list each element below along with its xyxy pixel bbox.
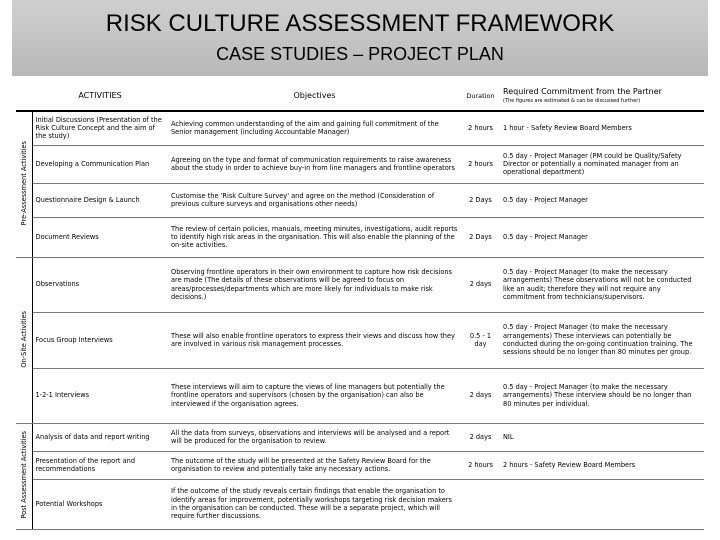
commitment-cell: 2 hours - Safety Review Board Members bbox=[500, 451, 704, 479]
activity-cell: Focus Group Interviews bbox=[32, 312, 168, 368]
objective-cell: These interviews will aim to capture the views of line managers but potentially the frontline operators and supervisors (chosen by the organisation) can also be interviewed if the organisation agrees. bbox=[168, 368, 461, 423]
table-row bbox=[16, 479, 704, 529]
duration-cell: 2 hours bbox=[461, 111, 500, 145]
table-row bbox=[16, 423, 704, 451]
objective-cell: These will also enable frontline operators to express their views and discuss how they are involved in various risk management processes. bbox=[168, 312, 461, 368]
objective-cell: All the data from surveys, observations and interviews will be analysed and a report will be produced for the organisation to review. bbox=[168, 423, 461, 451]
table-header-row bbox=[16, 82, 704, 111]
table-row bbox=[16, 145, 704, 183]
objective-cell: Customise the 'Risk Culture Survey' and agree on the method (Consideration of previous culture surveys and organisations other needs) bbox=[168, 183, 461, 217]
commitment-cell: 0.5 day - Project Manager (PM could be Quality/Safety Director or potentially a nominated manager from an operational department) bbox=[500, 145, 704, 183]
activity-cell: Presentation of the report and recommendations bbox=[32, 451, 168, 479]
duration-cell: 2 hours bbox=[461, 145, 500, 183]
table-row bbox=[16, 451, 704, 479]
commitment-header bbox=[500, 82, 704, 111]
project-plan-table bbox=[16, 82, 704, 530]
duration-cell: 2 Days bbox=[461, 217, 500, 257]
duration-cell bbox=[461, 479, 500, 529]
duration-cell: 2 days bbox=[461, 257, 500, 312]
table-row bbox=[16, 257, 704, 312]
activity-cell: Analysis of data and report writing bbox=[32, 423, 168, 451]
commitment-cell: 0.5 day - Project Manager bbox=[500, 183, 704, 217]
activity-cell: Initial Discussions (Presentation of the Risk Culture Concept and the aim of the study) bbox=[32, 111, 168, 145]
commitment-cell: 0.5 day - Project Manager (to make the necessary arrangements) These observations will not be conducted like an audit; therefore they will not require any commitment from technicians/supervisors. bbox=[500, 257, 704, 312]
commitment-cell: 1 hour - Safety Review Board Members bbox=[500, 111, 704, 145]
commitment-cell bbox=[500, 479, 704, 529]
duration-cell: 0.5 - 1 day bbox=[461, 312, 500, 368]
slide-title: RISK CULTURE ASSESSMENT FRAMEWORK bbox=[105, 10, 615, 37]
activity-cell: Observations bbox=[32, 257, 168, 312]
commitment-header-label: Required Commitment from the Partner bbox=[503, 87, 662, 97]
table-row bbox=[16, 312, 704, 368]
phase-header-cell bbox=[16, 82, 32, 111]
phase-label-pre: Pre-Assessment Activities bbox=[19, 140, 28, 226]
commitment-cell: 0.5 day - Project Manager (to make the necessary arrangements) These interview should be no longer than 80 minutes per individual. bbox=[500, 368, 704, 423]
objective-cell: The review of certain policies, manuals, meeting minutes, investigations, audit reports to identify high risk areas in the organisation. This will also enable the planning of the on-site activities. bbox=[168, 217, 461, 257]
slide-subtitle: CASE STUDIES – PROJECT PLAN bbox=[216, 44, 504, 64]
table-row bbox=[16, 183, 704, 217]
activity-cell: Questionnaire Design & Launch bbox=[32, 183, 168, 217]
duration-cell: 2 hours bbox=[461, 451, 500, 479]
activities-header: ACTIVITIES bbox=[32, 82, 168, 111]
duration-cell: 2 days bbox=[461, 423, 500, 451]
objective-cell: If the outcome of the study reveals certain findings that enable the organisation to identify areas for improvement, potentially workshops targeting risk decision makers in the organisation can be conducted. These will be a separate project, which will require further discussions. bbox=[168, 479, 461, 529]
commitment-cell: 0.5 day - Project Manager bbox=[500, 217, 704, 257]
activity-cell: 1-2-1 Interviews bbox=[32, 368, 168, 423]
activity-cell: Document Reviews bbox=[32, 217, 168, 257]
phase-cell-pre bbox=[16, 111, 32, 257]
phase-label-onsite: On-Site Activities bbox=[19, 310, 28, 368]
objective-cell: The outcome of the study will be presented at the Safety Review Board for the organisation to review and potentially take any necessary actions. bbox=[168, 451, 461, 479]
commitment-cell: 0.5 day - Project Manager (to make the necessary arrangements) These interviews can potentially be conducted during the on-going continuation training. The sessions should be no longer than 80 minutes per group. bbox=[500, 312, 704, 368]
duration-header: Duration bbox=[461, 82, 500, 111]
duration-cell: 2 Days bbox=[461, 183, 500, 217]
objective-cell: Agreeing on the type and format of communication requirements to raise awareness about the study in order to achieve buy-in from line managers and frontline operators bbox=[168, 145, 461, 183]
activity-cell: Developing a Communication Plan bbox=[32, 145, 168, 183]
objectives-header: Objectives bbox=[168, 82, 461, 111]
table-row bbox=[16, 217, 704, 257]
phase-label-post: Post Assessment Activities bbox=[19, 431, 28, 519]
commitment-cell: NIL bbox=[500, 423, 704, 451]
commitment-header-note: (The figures are estimated & can be discussed further) bbox=[503, 98, 641, 105]
objective-cell: Achieving common understanding of the aim and gaining full commitment of the Senior management (including Accountable Manager) bbox=[168, 111, 461, 145]
objective-cell: Observing frontline operators in their own environment to capture how risk decisions are made (The details of these observations will be agreed to focus on areas/processes/departments which are more likely for individuals to make risk decisions.) bbox=[168, 257, 461, 312]
phase-cell-post bbox=[16, 423, 32, 529]
phase-cell-onsite bbox=[16, 257, 32, 423]
table-row bbox=[16, 111, 704, 145]
activity-cell: Potential Workshops bbox=[32, 479, 168, 529]
duration-cell: 2 days bbox=[461, 368, 500, 423]
table-row bbox=[16, 368, 704, 423]
